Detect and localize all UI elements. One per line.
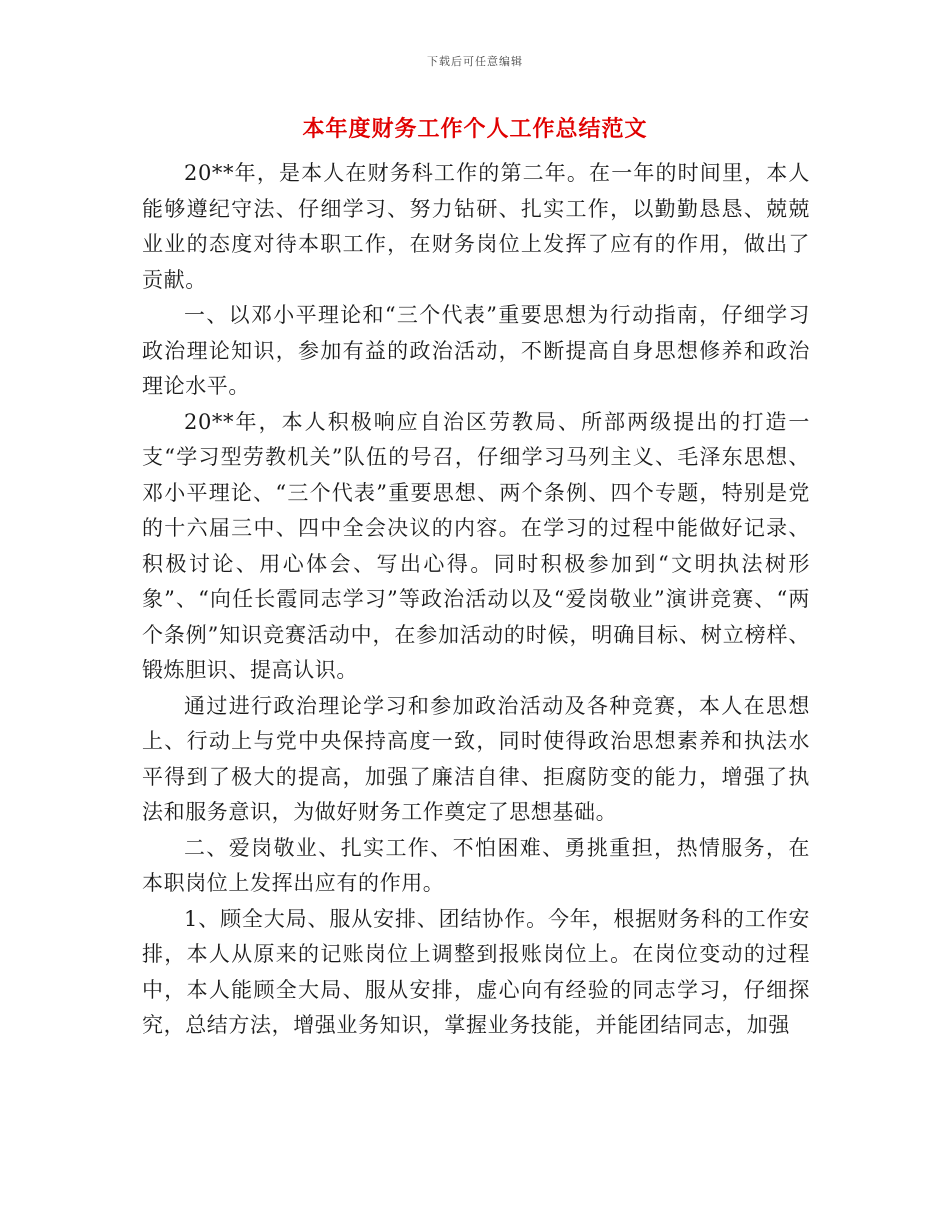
paragraph: 一、以邓小平理论和“三个代表”重要思想为行动指南，仔细学习政治理论知识，参加有益的政治活动，不断提高自身思想修养和政治理论水平。 <box>142 303 810 398</box>
header-note: 下载后可任意编辑 <box>427 55 523 68</box>
document-body <box>142 156 810 1044</box>
document-title: 本年度财务工作个人工作总结范文 <box>302 116 648 142</box>
paragraph: 通过进行政治理论学习和参加政治活动及各种竞赛，本人在思想上、行动上与党中央保持高度一致，同时使得政治思想素养和执法水平得到了极大的提高，加强了廉洁自律、拒腐防变的能力，增强了执法和服务意识，为做好财务工作奠定了思想基础。 <box>142 693 810 824</box>
paragraph: 20**年，是本人在财务科工作的第二年。在一年的时间里，本人能够遵纪守法、仔细学习、努力钻研、扎实工作，以勤勤恳恳、兢兢业业的态度对待本职工作，在财务岗位上发挥了应有的作用，做出了贡献。 <box>142 161 810 292</box>
paragraph: 20**年，本人积极响应自治区劳教局、所部两级提出的打造一支“学习型劳教机关”队伍的号召，仔细学习马列主义、毛泽东思想、邓小平理论、“三个代表”重要思想、两个条例、四个专题，特别是党的十六届三中、四中全会决议的内容。在学习的过程中能做好记录、积极讨论、用心体会、写出心得。同时积极参加到“文明执法树形象”、“向任长霞同志学习”等政治活动以及“爱岗敬业”演讲竞赛、“两个条例”知识竞赛活动中，在参加活动的时候，明确目标、树立榜样、锻炼胆识、提高认识。 <box>142 409 810 682</box>
paragraph: 1、顾全大局、服从安排、团结协作。今年，根据财务科的工作安排，本人从原来的记账岗位上调整到报账岗位上。在岗位变动的过程中，本人能顾全大局、服从安排，虚心向有经验的同志学习，仔细探究，总结方法，增强业务知识，掌握业务技能，并能团结同志，加强 <box>142 906 810 1037</box>
paragraph: 二、爱岗敬业、扎实工作、不怕困难、勇挑重担，热情服务，在本职岗位上发挥出应有的作用。 <box>142 835 810 895</box>
